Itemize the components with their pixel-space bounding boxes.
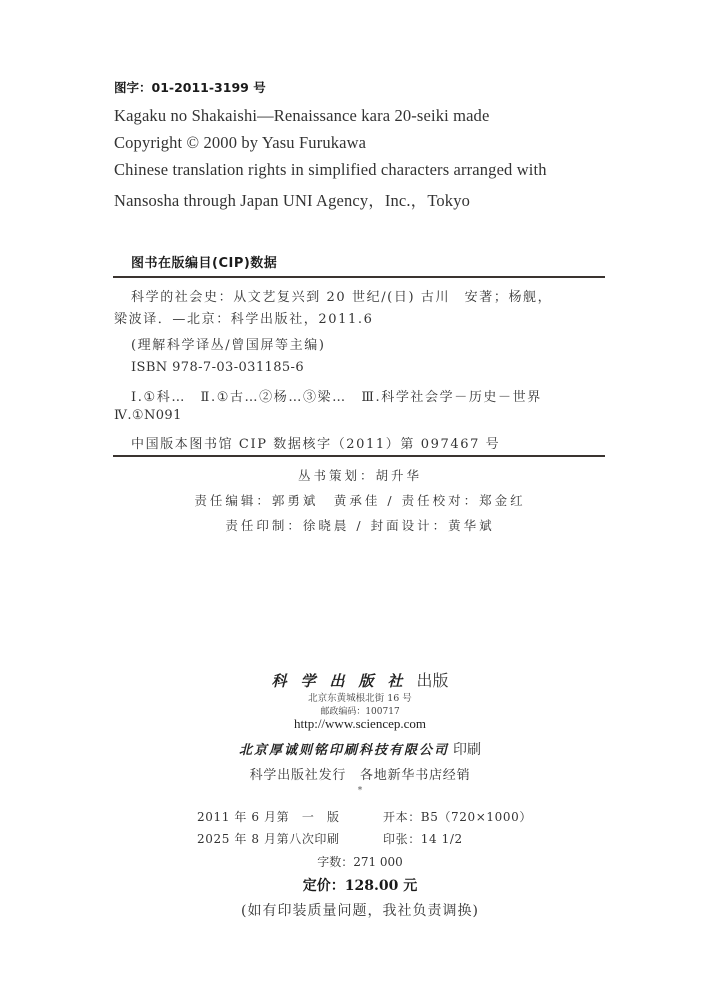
publisher-address: 北京东黄城根北街 16 号	[308, 693, 412, 704]
publisher-postal-code: 邮政编码：100717	[320, 707, 400, 717]
publisher-url: http://www.sciencep.com	[293, 716, 426, 731]
printer-name: 北京厚诚则铭印刷科技有限公司	[238, 743, 449, 758]
price: 定价：128.00 元	[302, 878, 418, 894]
cip-entry-line-2: 梁波译．—北京：科学出版社，2011.6	[114, 312, 374, 327]
series-planner: 丛书策划：胡升华	[297, 468, 422, 483]
quality-notice: (如有印装质量问题，我社负责调换)	[241, 903, 479, 919]
printer-line	[0, 739, 720, 759]
cip-heading: 图书在版编目(CIP)数据	[131, 256, 278, 271]
printed-sheets: 印张：14 1/2	[383, 832, 463, 846]
cip-number: 中国版本图书馆 CIP 数据核字（2011）第 097467 号	[131, 437, 501, 452]
book-format: 开本：B5（720×1000）	[383, 810, 532, 824]
cip-bottom-rule	[113, 455, 605, 457]
original-title: Kagaku no Shakaishi—Renaissance kara 20-seiki made	[114, 106, 490, 125]
copyright-registration-number: 图字：01-2011-3199 号	[114, 80, 266, 95]
translation-rights-line-2: Nansosha through Japan UNI Agency，Inc.，Tokyo	[114, 191, 471, 210]
cip-top-rule	[113, 276, 605, 278]
printer-suffix: 印刷	[453, 742, 481, 758]
word-count: 字数：271 000	[317, 855, 403, 869]
cip-classification-line-1: Ⅰ.①科… Ⅱ.①古…②杨…③梁… Ⅲ.科学社会学－历史－世界	[131, 390, 542, 405]
editors-credit: 责任编辑：郭勇斌 黄承佳 / 责任校对：郑金红	[194, 493, 526, 508]
publisher-logo-name: 科学出版社	[271, 672, 417, 690]
translation-rights-line-1: Chinese translation rights in simplified characters arranged with	[114, 160, 547, 179]
cip-isbn: ISBN 978-7-03-031185-6	[131, 360, 304, 375]
publisher-line	[0, 668, 720, 691]
printing-date: 2025 年 8 月第八次印刷	[197, 832, 340, 846]
separator-asterisk: *	[357, 786, 363, 796]
publisher-suffix: 出版	[416, 673, 449, 690]
first-edition-date: 2011 年 6 月第 一 版	[197, 810, 340, 824]
distribution-line: 科学出版社发行 各地新华书店经销	[249, 768, 471, 783]
cip-entry-line-1: 科学的社会史：从文艺复兴到 20 世纪/(日) 古川 安著；杨舰，	[131, 290, 553, 305]
production-credit: 责任印制：徐晓晨 / 封面设计：黄华斌	[225, 518, 495, 533]
cip-classification-line-2: Ⅳ.①N091	[114, 408, 182, 423]
cip-series: (理解科学译丛/曾国屏等主编)	[131, 338, 326, 353]
copyright-line: Copyright © 2000 by Yasu Furukawa	[114, 133, 367, 152]
